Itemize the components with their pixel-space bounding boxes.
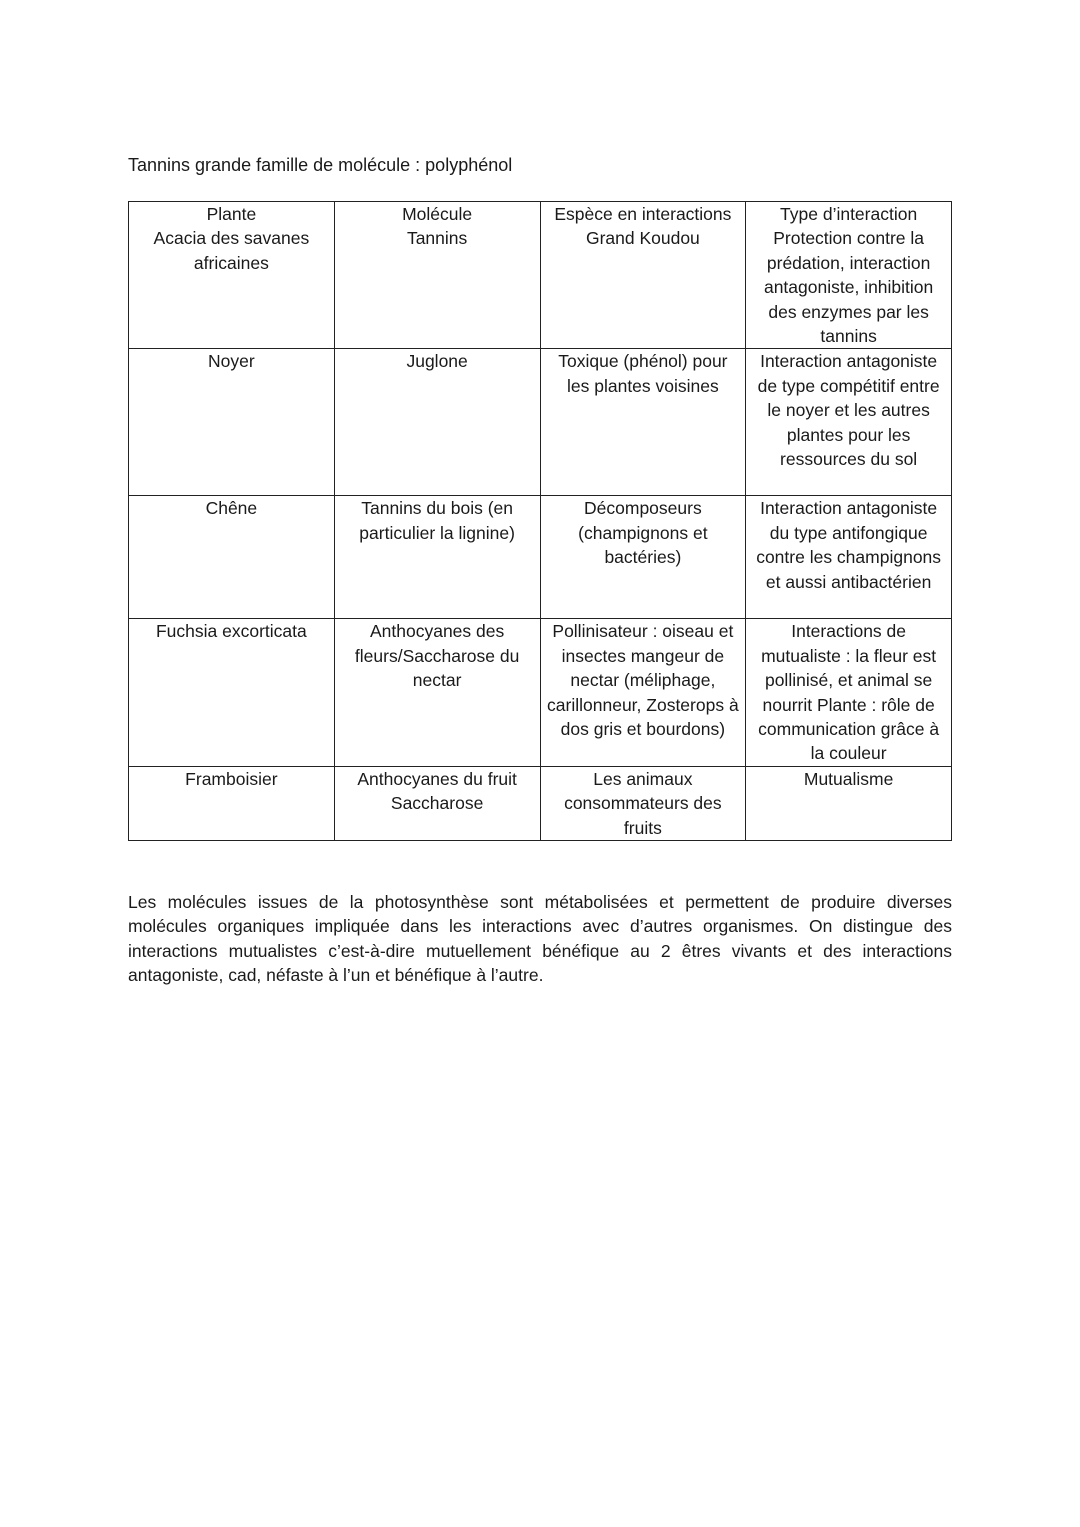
cell-plante: Acacia des savanes africaines: [129, 226, 335, 349]
cell-type: Interaction antagoniste du type antifongique contre les champignons et aussi antibactérien: [746, 496, 952, 619]
cell-plante: Chêne: [129, 496, 335, 619]
table-row: [129, 349, 952, 496]
cell-molecule: Anthocyanes des fleurs/Saccharose du nectar: [334, 619, 540, 766]
cell-espece: Pollinisateur : oiseau et insectes mangeur de nectar (méliphage, carillonneur, Zosterops à dos gris et bourdons): [540, 619, 746, 766]
cell-espece: Toxique (phénol) pour les plantes voisines: [540, 349, 746, 496]
cell-espece: Décomposeurs (champignons et bactéries): [540, 496, 746, 619]
column-header-molecule: Molécule: [334, 202, 540, 227]
interactions-table: [128, 201, 952, 841]
table-row: [129, 226, 952, 349]
page-heading: Tannins grande famille de molécule : polyphénol: [128, 155, 513, 175]
cell-plante: Framboisier: [129, 766, 335, 840]
cell-plante: Fuchsia excorticata: [129, 619, 335, 766]
table-row: [129, 619, 952, 766]
cell-type: Protection contre la prédation, interaction antagoniste, inhibition des enzymes par les tannins: [746, 226, 952, 349]
cell-type: Interactions de mutualiste : la fleur est pollinisé, et animal se nourrit Plante : rôle de communication grâce à la couleur: [746, 619, 952, 766]
cell-espece: Grand Koudou: [540, 226, 746, 349]
cell-plante: Noyer: [129, 349, 335, 496]
summary-paragraph: Les molécules issues de la photosynthèse sont métabolisées et permettent de produire diverses molécules organiques impliquée dans les interactions avec d’autres organismes. On distingue des interactions mutualistes c’est-à-dire mutuellement bénéfique au 2 êtres vivants et des interactions antagoniste, cad, néfaste à l’un et bénéfique à l’autre.: [128, 892, 952, 986]
table-header-row: [129, 202, 952, 227]
cell-type: Interaction antagoniste de type compétitif entre le noyer et les autres plantes pour les ressources du sol: [746, 349, 952, 496]
cell-type: Mutualisme: [746, 766, 952, 840]
cell-molecule: Anthocyanes du fruit Saccharose: [334, 766, 540, 840]
cell-molecule: Tannins: [334, 226, 540, 349]
column-header-type: Type d’interaction: [746, 202, 952, 227]
cell-molecule: Tannins du bois (en particulier la lignine): [334, 496, 540, 619]
column-header-plante: Plante: [129, 202, 335, 227]
table-row: [129, 496, 952, 619]
cell-molecule: Juglone: [334, 349, 540, 496]
column-header-espece: Espèce en interactions: [540, 202, 746, 227]
cell-espece: Les animaux consommateurs des fruits: [540, 766, 746, 840]
table-row: [129, 766, 952, 840]
